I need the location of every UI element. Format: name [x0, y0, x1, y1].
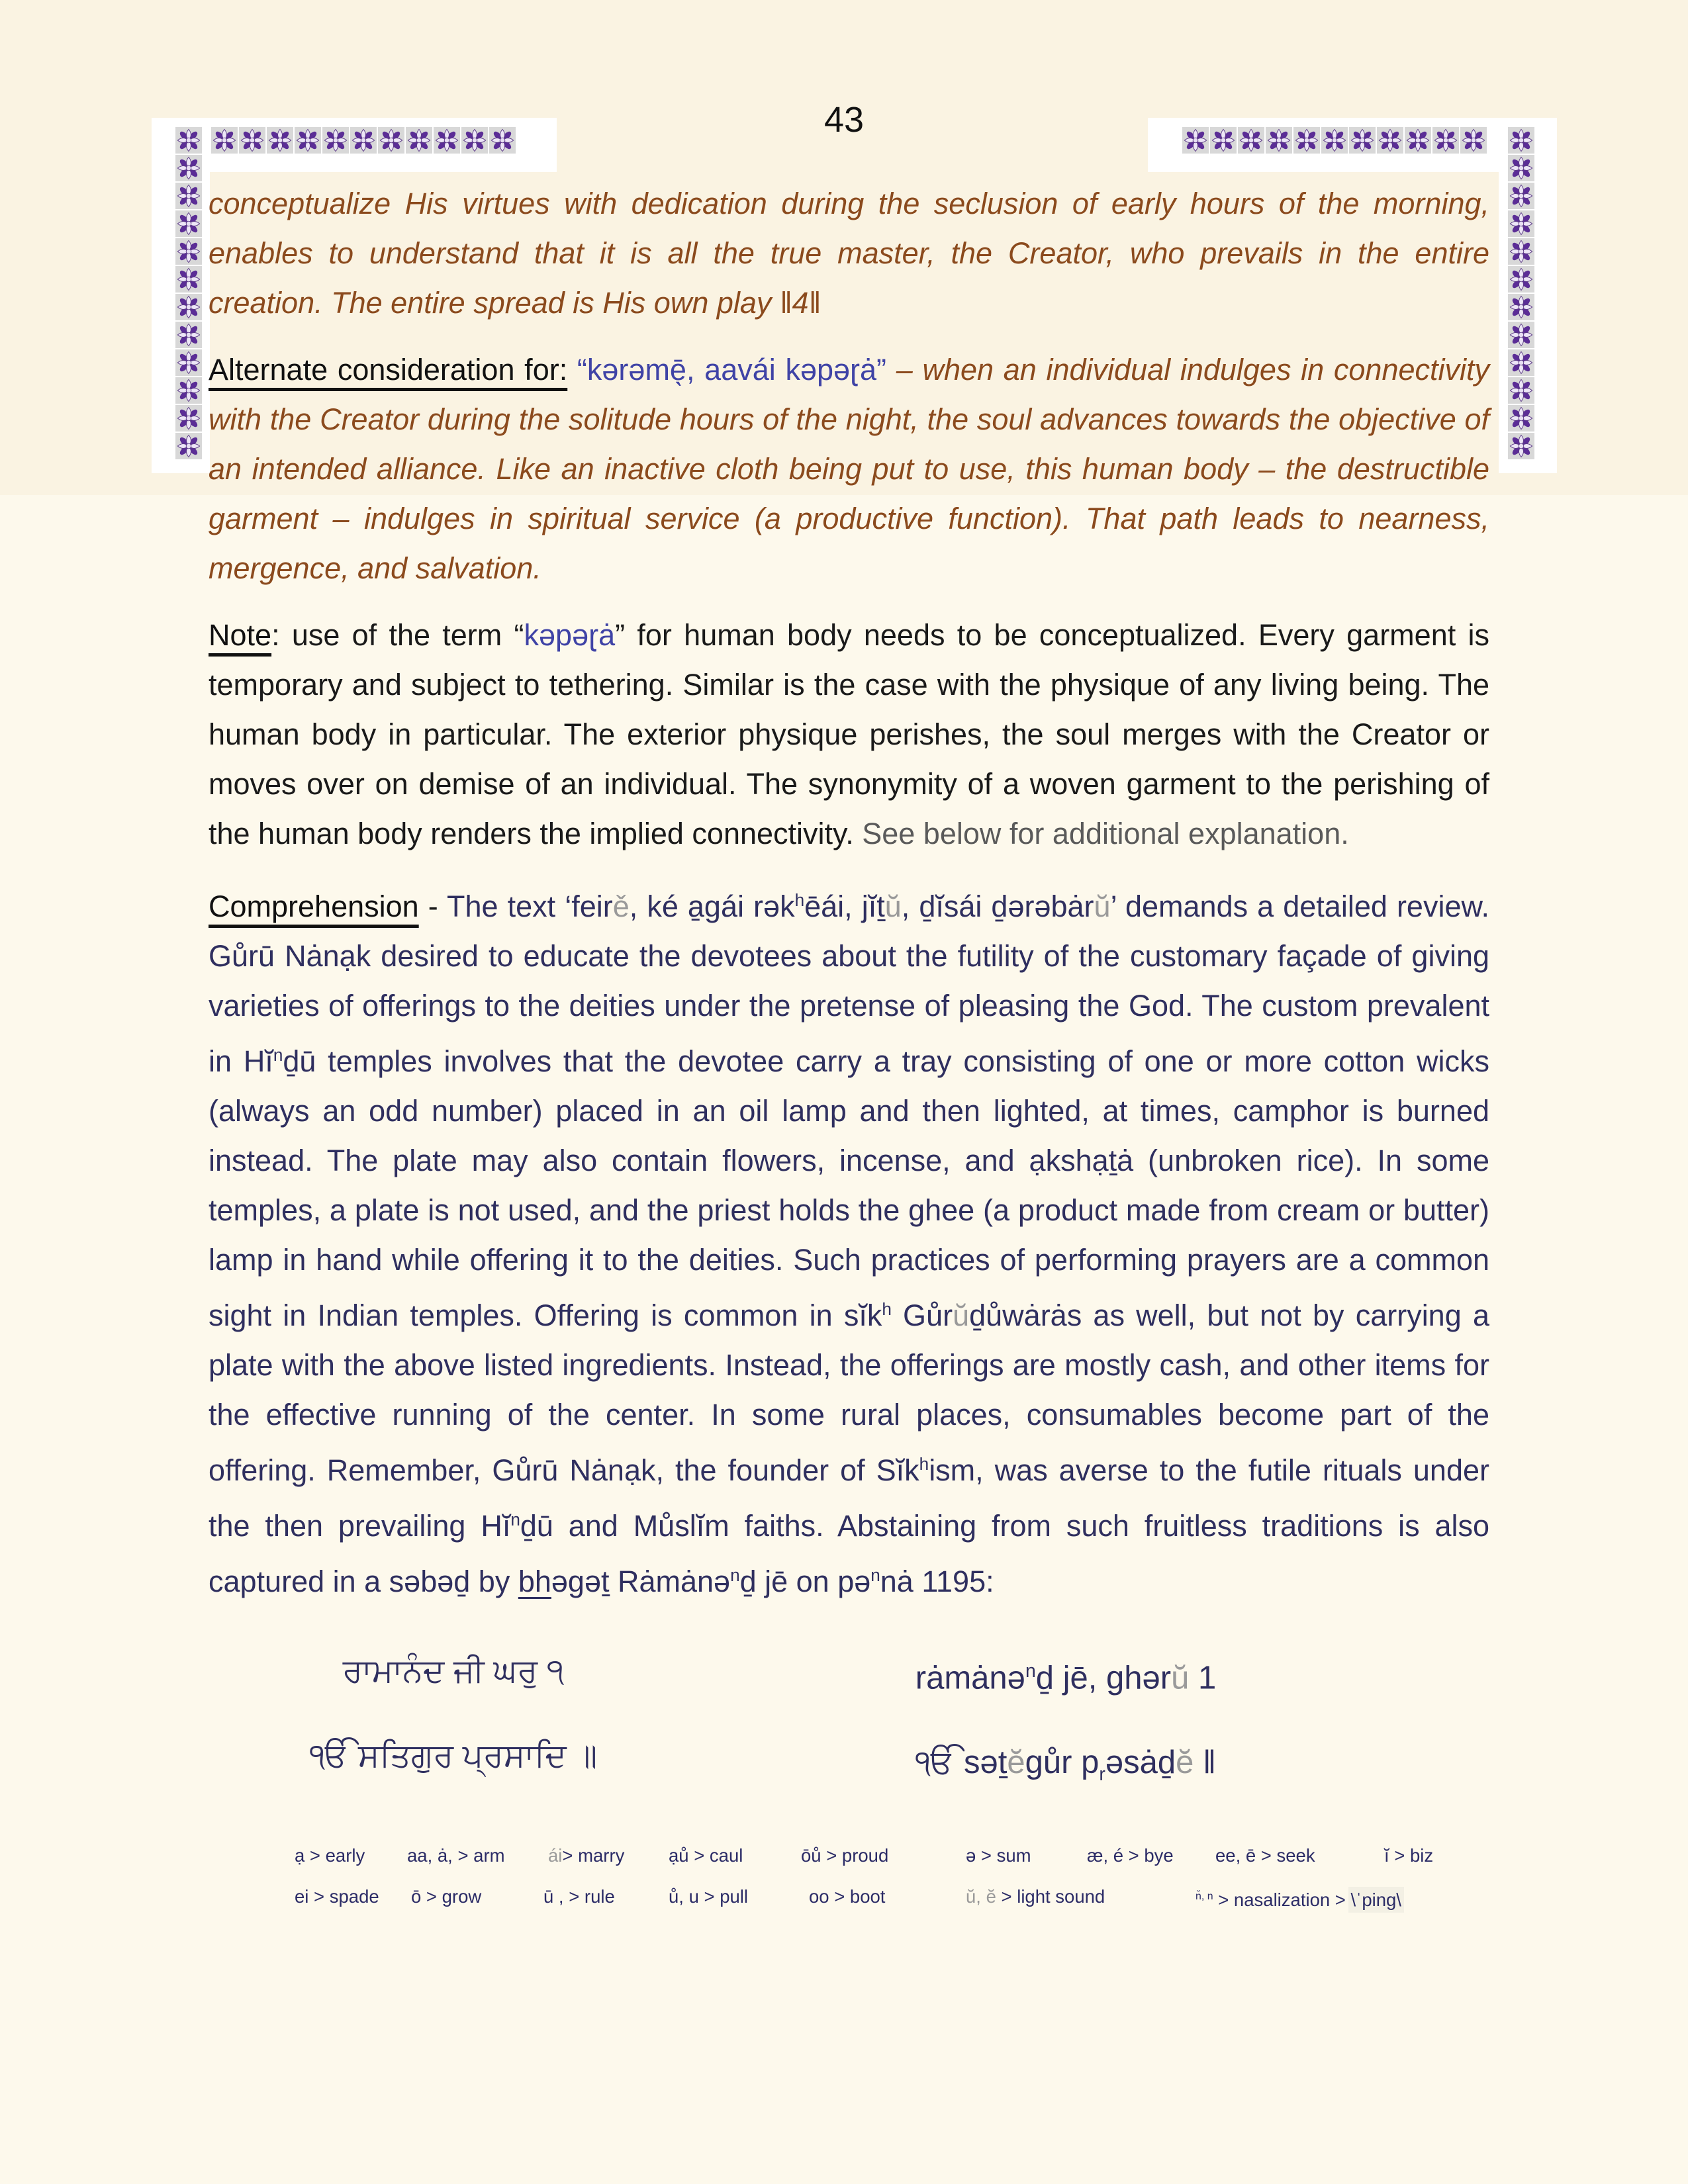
flower-icon [1509, 239, 1534, 264]
flower-cell [175, 433, 202, 459]
flower-icon [176, 406, 201, 431]
text-run: ‖ [1194, 1745, 1217, 1781]
flower-cell [175, 405, 202, 432]
paragraph-comprehension [209, 876, 1489, 1606]
pronunciation-item [548, 1835, 669, 1876]
text-run: rȧmȧnə [915, 1660, 1025, 1696]
text-run: Comprehension [209, 889, 419, 923]
page-content [209, 0, 1489, 1921]
paragraph-alternate-consideration [209, 345, 1489, 593]
text-run: kəpəɽȧ [524, 618, 616, 652]
flower-icon [1509, 350, 1534, 375]
text-run: > nasalization > [1213, 1889, 1351, 1911]
flower-icon [176, 378, 201, 403]
text-run: r [1099, 1764, 1105, 1786]
pronunciation-item [411, 1876, 543, 1921]
text-run: Note [209, 618, 272, 652]
paragraph-opening-interpretation [209, 179, 1489, 328]
flower-cell [1508, 349, 1534, 376]
flower-cell [1508, 377, 1534, 404]
text-run: - [418, 889, 447, 923]
pronunciation-item [801, 1835, 966, 1876]
transliteration-column [781, 1629, 1350, 1817]
text-run: ee, ē > seek [1215, 1845, 1315, 1866]
text-run: ’ demands a detailed review. Gůrū Nȧnạk desired to educate the devotees about the futility of the customary façade of giving varieties of offerings to the deities under the pretense of pleasing the God. The custom prevalent in Hĭ [209, 889, 1489, 1078]
flower-cell [1508, 155, 1534, 181]
flower-cell [175, 155, 202, 181]
text-run: , ḏĭsái ḏərəbȧr [901, 889, 1094, 923]
text-run: ŭ [1094, 889, 1111, 923]
flower-icon [1509, 295, 1534, 320]
text-run [567, 353, 577, 387]
flower-cell [175, 377, 202, 404]
text-run: ਰਾਮਾਨੰਦ ਜੀ ਘਰੁ ੧ [342, 1653, 565, 1689]
transliteration-heading-line2 [781, 1720, 1350, 1817]
text-run: bh [518, 1565, 551, 1598]
text-run: aa, ȧ, > arm [407, 1845, 505, 1866]
text-run: n [870, 1565, 880, 1585]
transliteration-heading-line1 [781, 1629, 1350, 1720]
pronunciation-item [1384, 1835, 1433, 1876]
flower-icon [1509, 378, 1534, 403]
pronunciation-item [669, 1876, 809, 1921]
text-run: > light sound [1001, 1886, 1105, 1907]
text-run: h [794, 890, 805, 910]
text-run: n [510, 1510, 520, 1529]
text-run: ŭ, ĕ [966, 1886, 1002, 1907]
text-run: > marry [562, 1845, 625, 1866]
flower-icon [176, 267, 201, 292]
flower-cell [1508, 238, 1534, 265]
flower-cell [175, 210, 202, 237]
text-run: The text ‘feir [447, 889, 613, 923]
flower-cell [1508, 322, 1534, 348]
gurmukhi-heading-line2 [238, 1713, 669, 1798]
ornament-border-left [175, 127, 202, 459]
text-run: ái [548, 1845, 563, 1866]
flower-cell [175, 238, 202, 265]
text-run: “kərəmē̖, aavái kəpəɽȧ” [577, 353, 887, 387]
flower-icon [176, 211, 201, 236]
text-run: : use of the term “ [271, 618, 524, 652]
text-run: , ké a̱gái rək [629, 889, 795, 923]
flower-icon [1509, 183, 1534, 208]
flower-icon [1509, 267, 1534, 292]
text-run: ŭ [884, 889, 902, 923]
text-run: æ, é > bye [1087, 1845, 1174, 1866]
flower-icon [176, 350, 201, 375]
flower-icon [1509, 433, 1534, 459]
pronunciation-guide [209, 1835, 1489, 1921]
shabad-heading-block [209, 1629, 1489, 1817]
pronunciation-item [809, 1876, 966, 1921]
flower-cell [1508, 266, 1534, 293]
text-run: oo > boot [809, 1886, 886, 1907]
flower-cell [175, 294, 202, 320]
paragraph-note [209, 610, 1489, 858]
page-number: 43 [823, 100, 865, 140]
text-run: əsȧḏ [1105, 1745, 1176, 1781]
text-run: ū , > rule [543, 1886, 615, 1907]
pronunciation-item [407, 1835, 548, 1876]
flower-cell [175, 349, 202, 376]
flower-cell [1508, 183, 1534, 209]
text-run: ḏū temples involves that the devotee carry a tray consisting of one or more cotton wicks (always an odd number) placed in an oil lamp and then lighted, at times, camphor is burned instead. The plate may also contain flowers, incense, and ạkshạṯȧ (unbroken rice). In some temples, a plate is not used, and the priest holds the ghee (a product made from cream or butter) lamp in hand while offering it to the deities. Such practices of performing prayers are a common sight in Indian temples. Offering is common in sĭk [209, 1044, 1490, 1332]
text-run: h [882, 1299, 892, 1319]
flower-icon [176, 322, 201, 347]
text-run: ŭ [953, 1298, 970, 1332]
pronunciation-item [669, 1835, 801, 1876]
text-run: n [273, 1045, 283, 1065]
ornament-border-right [1508, 127, 1534, 459]
text-run: ੴ səṯ [915, 1745, 1008, 1781]
flower-cell [1508, 433, 1534, 459]
flower-icon [176, 433, 201, 459]
text-run: ạ > early [295, 1845, 365, 1866]
gurmukhi-heading-line1 [238, 1629, 669, 1713]
text-run: ě [612, 889, 630, 923]
text-run: ei > spade [295, 1886, 379, 1907]
flower-cell [1508, 294, 1534, 320]
text-run: ḏ jē on pə [739, 1565, 871, 1598]
flower-icon [1509, 156, 1534, 181]
pronunciation-item [295, 1835, 407, 1876]
text-run: 1 [1189, 1660, 1217, 1696]
flower-icon [176, 156, 201, 181]
text-run: ĕ [1007, 1745, 1025, 1781]
flower-icon [1509, 406, 1534, 431]
text-run: ḏ jē, ghər [1035, 1660, 1172, 1696]
text-run: Gůr [891, 1298, 953, 1332]
text-run: ĭ > biz [1384, 1845, 1434, 1866]
text-run: ů, u > pull [669, 1886, 749, 1907]
flower-cell [175, 322, 202, 348]
flower-icon [176, 295, 201, 320]
text-run: n̆, n [1196, 1891, 1213, 1903]
pronunciation-row-1 [295, 1835, 1489, 1876]
text-run: ŭ [1171, 1660, 1190, 1696]
flower-cell [175, 183, 202, 209]
text-run: ō > grow [411, 1886, 482, 1907]
text-run: conceptualize His virtues with dedication during the seclusion of early hours of the morning, enables to understand that it is all the true master, the Creator, who prevails in the entire creation. The entire spread is His own play ‖4‖ [209, 187, 1489, 320]
text-run: gůr p [1025, 1745, 1100, 1781]
text-run: ism, was averse to the futile rituals under the then prevailing Hĭ [209, 1453, 1489, 1543]
text-run: See below for additional explanation. [862, 817, 1349, 850]
flower-cell [1508, 210, 1534, 237]
pronunciation-item [1215, 1835, 1384, 1876]
text-run: n [730, 1565, 740, 1585]
flower-icon [176, 183, 201, 208]
text-run: h [919, 1454, 929, 1474]
flower-cell [1508, 405, 1534, 432]
text-run: əgəṯ Rȧmȧnə [551, 1565, 731, 1598]
flower-icon [176, 239, 201, 264]
text-run: ōů > proud [801, 1845, 889, 1866]
text-run: ēái, jĭṯ [804, 889, 885, 923]
pronunciation-item [966, 1876, 1196, 1921]
text-run: – when an individual indulges in connectivity with the Creator during the solitude hours of the night, the soul advances towards the objective of an intended alliance. Like an inactive cloth being put to use, this human body – the destructible garment – indulges in spiritual service (a productive function). That path leads to nearness, mergence, and salvation. [209, 353, 1489, 585]
pronunciation-item [966, 1835, 1087, 1876]
pronunciation-item [543, 1876, 669, 1921]
text-run: ə > sum [966, 1845, 1031, 1866]
text-run: \ˈping\ [1350, 1889, 1401, 1911]
text-run: nȧ 1195: [880, 1565, 994, 1598]
flower-icon [1509, 322, 1534, 347]
pronunciation-item [1196, 1876, 1401, 1921]
text-run: ” for human body needs to be conceptualized. Every garment is temporary and subject to tethering. Similar is the case with the physique of any living being. The human body in particular. The exterior physique perishes, the soul merges with the Creator or moves over on demise of an individual. The synonymity of a woven garment to the perishing of the human body renders the implied connectivity. [209, 618, 1489, 850]
text-run: ੴ ਸਤਿਗੁਰ ਪ੍ਰਸਾਦਿ ॥ [309, 1738, 598, 1774]
text-run: n [1025, 1661, 1036, 1682]
flower-icon [1509, 211, 1534, 236]
text-run: ḏū and Můslĭm faiths. Abstaining from such fruitless traditions is also captured in a səbəḏ by [209, 1509, 1489, 1598]
flower-cell [175, 266, 202, 293]
text-run: ạů > caul [669, 1845, 743, 1866]
text-run: ĕ [1176, 1745, 1194, 1781]
text-run: ḏůwȧrȧs as well, but not by carrying a plate with the above listed ingredients. Instead, the offerings are mostly cash, and other items for the effective running of the center. In some rural places, consumables become part of the offering. Remember, Gůrū Nȧnạk, the founder of Sĭk [209, 1298, 1489, 1487]
text-run: Alternate consideration for: [209, 353, 568, 387]
pronunciation-item [295, 1876, 411, 1921]
gurmukhi-column [238, 1629, 669, 1817]
pronunciation-row-2 [295, 1876, 1489, 1921]
pronunciation-item [1087, 1835, 1215, 1876]
